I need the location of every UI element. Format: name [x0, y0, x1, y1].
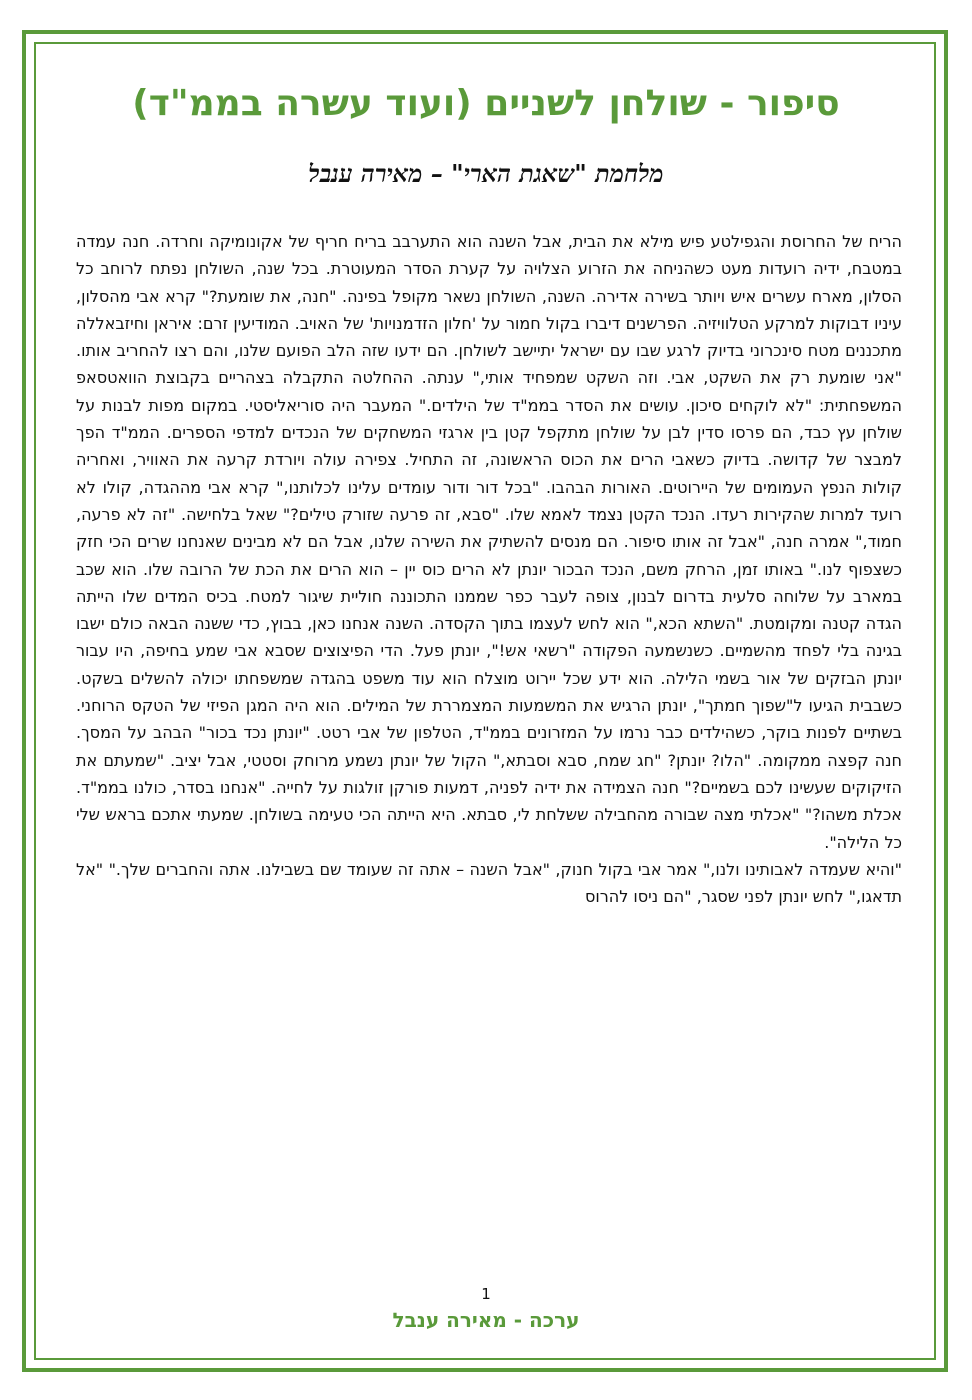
page-number: 1 [481, 1285, 491, 1303]
article-body [76, 228, 902, 1234]
page-title: סיפור - שולחן לשניים (ועוד עשרה בממ"ד) [132, 83, 840, 124]
page-subtitle: מלחמת "שאגת הארי" – מאירה ענבל [308, 159, 664, 188]
footer-credit: ערכה - מאירה ענבל [392, 1308, 580, 1332]
article-paragraph: הריח של החרוסת והגפילטע פיש מילא את הבית, אבל השנה הוא התערבב בריח חריף של אקונומיקה וחרדה. חנה עמדה במטבח, ידיה רועדות מעט כשהניחה את הזרוע הצלויה על קערת הסדר המעוטרת. בכל שנה, השולחן נפתח לרוחב כל הסלון, מארח עשרים איש ויותר בשירה אדירה. השנה, השולחן נשאר מקופל בפינה. "חנה, את שומעת?" קרא אבי מהסלון, עיניו דבוקות למרקע הטלוויזיה. הפרשנים דיברו בקול חמור על 'חלון הזדמנויות' של האויב. המודיעין זרם: איראן וחיזבאללה מתכננים מטח סינכרוני בדיוק לרגע שבו עם ישראל יתיישב לשולחן. הם ידעו שזה הלב הפועם שלנו, והם רצו להחריב אותו. "אני שומעת רק את השקט, אבי. וזה השקט שמפחיד אותי," ענתה. ההחלטה התקבלה בצהריים בקבוצת הוואטסאפ המשפחתית: "לא לוקחים סיכון. עושים את הסדר בממ"ד של הילדים." המעבר היה סוריאליסטי. במקום מפות לבנות על שולחן עץ כבד, הם פרסו סדין לבן על שולחן מתקפל קטן בין ארגזי המשחקים של הנכדים למדפי הספרים. הממ"ד הפך למבצר של קדושה. בדיוק כשאבי הרים את הכוס הראשונה, זה התחיל. צפירה עולה ויורדת קרעה את האוויר, ואחריה קולות הנפץ העמומים של היירוטים. האורות הבהבו. "בכל דור ודור עומדים עלינו לכלותנו," קרא אבי מההגדה, קולו לא רועד למרות שהקירות רעדו. הנכד הקטן נצמד לאמא שלו. "סבא, זה פרעה שזורק טילים?" שאל בלחישה. "זה לא פרעה, חמוד," אמרה חנה, "אבל זה אותו סיפור. הם מנסים להשתיק את השירה שלנו, אבל הם לא מבינים שאנחנו שרים הכי חזק כשצפוף לנו." באותו זמן, הרחק משם, הנכד הבכור יונתן לא הרים כוס יין – הוא הרים את הכת של הרובה שלו. הוא שכב במארב על שלוחה סלעית בדרום לבנון, צופה לעבר כפר שממנו התכוננה חוליית שיגור למטח. בכיס המדים שלו הייתה הגדה קטנה ומקומטת. "השתא הכא," הוא לחש לעצמו בתוך הקסדה. השנה אנחנו כאן, בבוץ, כדי ששנה הבאה כולם ישבו בגינה בלי לפחד מהשמיים. כשנשמעה הפקודה "רשאי אש!", יונתן פעל. הדי הפיצוצים שסבא אבי שמע בחיפה, היו עבור יונתן הבזקים של אור בשמי הלילה. הוא ידע שכל יירוט מוצלח הוא עוד משפט בהגדה שמשפחתו יכולה להשלים בשקט. כשבבית הגיעו ל"שפוך חמתך", יונתן הרגיש את המשמעות המצמררת של המילים. הוא היה המגן הפיזי של הטקס הרוחני. בשתיים לפנות בוקר, כשהילדים כבר נרמו על המזרונים בממ"ד, הטלפון של אבי רטט. "יונתן נכד בכור" הבהב על המסך. חנה קפצה ממקומה. "הלו? יונתן? "חג שמח, סבא וסבתא," הקול של יונתן נשמע מרוחק וסטטי, אבל יציב. "שמעתם את הזיקוקים שעשינו לכם בשמיים?" חנה הצמידה את ידיה לפניה, דמעות פורקן זולגות על לחייה. "אנחנו בסדר, כולנו בממ"ד. אכלת משהו?" "אכלתי מצה שבורה מהחבילה ששלחת לי, סבתא. היא הייתה הכי טעימה בשולחן. שמעתי אתכם בראש שלי כל הלילה". [76, 232, 902, 852]
article-paragraph: "והיא שעמדה לאבותינו ולנו," אמר אבי בקול חנוק, "אבל השנה – אתה זה שעומד שם בשבילנו. אתה והחברים שלך." "אל תדאגו," לחש יונתן לפני שסגר, "הם ניסו להרוס [76, 859, 902, 907]
